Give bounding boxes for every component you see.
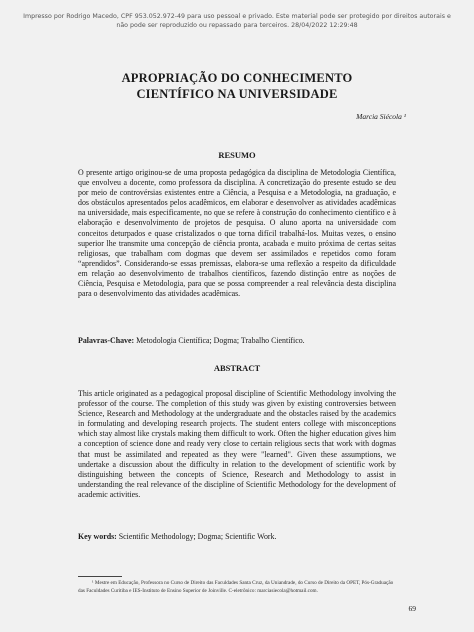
- paper-title-line-1: APROPRIAÇÃO DO CONHECIMENTO: [121, 71, 353, 85]
- resumo-keywords: [78, 336, 396, 346]
- page-number: 69: [408, 604, 416, 613]
- abstract-body: This article originated as a pedagogical proposal discipline of Scientific Methodology involving the professor of the course. The completion of this study was given by existing controversies between Science, Research and Methodology at the undergraduate and the obstacles raised by the academics in formulating and developing research projects. The student enters college with misconceptions which stay almost like crystals making them difficult to work. Often the higher education gives him a conception of science done and ready very close to certain religious sects that work with dogmas that must be assimilated and repeated as they were "learned". Given these assumptions, we undertake a discussion about the difficulty in relation to the development of scientific work by distinguishing between the concepts of Science, Research and Methodology to assist in understanding the real relevance of the discipline of Scientific Methodology for the development of academic activities.: [78, 389, 396, 499]
- abstract-keywords-text: Scientific Methodology; Dogma; Scientific Work.: [118, 532, 277, 541]
- paper-title: [0, 70, 474, 102]
- watermark-line-1: Impresso por Rodrigo Macedo, CPF 953.052.972-49 para uso pessoal e privado. Este material pode ser protegido por direitos autorais e: [23, 13, 451, 20]
- footnote: ¹ Mestre em Educação, Professora no Curso de Direito das Faculdades Santa Cruz, da Uniandrade, do Curso de Direito da OPET, Pós-Graduação das Faculdades Curitiba e IES-Instituto de Ensino Superior de Joinville. C-eletrônico: marciasiecola@hotmail.com.: [78, 580, 394, 594]
- author-name: Marcia Siécola ¹: [356, 112, 406, 121]
- resumo-keywords-label: Palavras-Chave:: [78, 336, 135, 345]
- abstract-keywords-label: Key words:: [78, 532, 117, 541]
- resumo-keywords-text: Metodologia Científica; Dogma; Trabalho Científico.: [136, 336, 305, 345]
- footnote-divider: [78, 576, 122, 577]
- resumo-body: O presente artigo originou-se de uma proposta pedagógica da disciplina de Metodologia Científica, que envolveu a docente, como professora da disciplina. A concretização do presente estudo se deu por meio de controvérsias existentes entre a Ciência, a Pesquisa e a Metodologia, na graduação, e dos obstáculos apresentados pelos acadêmicos, em elaborar e desenvolver as atividades acadêmicas na universidade, mais especificamente, no que se refere à construção do conhecimento científico e à elaboração e desenvolvimento de projetos de pesquisa. O aluno aporta na universidade com conceitos deturpados e quase cristalizados o que torna difícil trabalhá-los. Muitas vezes, o ensino superior lhe transmite uma concepção de ciência pronta, acabada e muito próxima de certas seitas religiosas, que trabalham com dogmas que devem ser assimilados e repetidos como foram “aprendidos”. Considerando-se essas premissas, elabora-se uma reflexão a respeito da dificuldade em relação ao desenvolvimento de trabalhos científicos, fazendo distinção entre as noções de Ciência, Pesquisa e Metodologia, para que se possa compreender a real relevância desta disciplina para o desenvolvimento das atividades acadêmicas.: [78, 168, 396, 299]
- resumo-heading: RESUMO: [218, 150, 256, 160]
- paper-title-line-2: CIENTÍFICO NA UNIVERSIDADE: [136, 87, 338, 101]
- watermark-line-2: não pode ser reproduzido ou repassado para terceiros. 28/04/2022 12:29:48: [116, 22, 358, 29]
- abstract-keywords: [78, 532, 396, 542]
- watermark-notice: [0, 12, 474, 30]
- abstract-heading: ABSTRACT: [213, 363, 261, 373]
